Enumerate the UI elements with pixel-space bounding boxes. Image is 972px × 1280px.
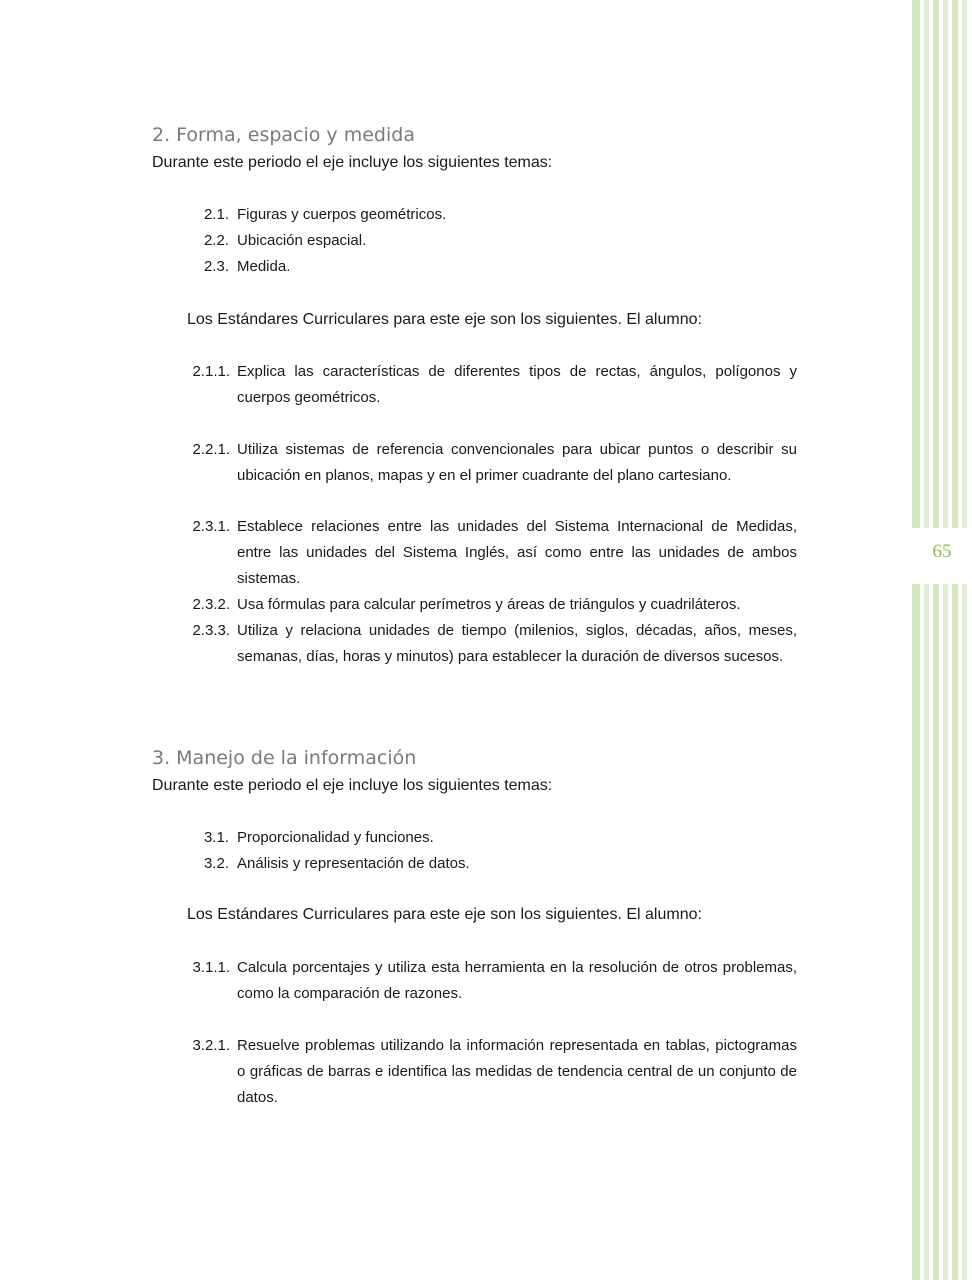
- topic-item: [185, 258, 290, 275]
- standard-number: 3.1.1.: [192, 959, 230, 976]
- standards-intro: Los Estándares Curriculares para este eje son los siguientes. El alumno:: [187, 311, 702, 328]
- margin-stripe: [933, 0, 939, 1280]
- topic-item: [185, 855, 470, 872]
- standard-number: 2.1.1.: [192, 363, 230, 380]
- topic-text: Figuras y cuerpos geométricos.: [237, 206, 447, 223]
- margin-stripe: [943, 0, 948, 1280]
- standard-number: 2.3.1.: [192, 518, 230, 535]
- margin-stripe: [952, 0, 958, 1280]
- standard-item: [182, 514, 797, 592]
- standard-item: [182, 592, 797, 618]
- standard-text: Utiliza sistemas de referencia convencionales para ubicar puntos o describir su ubicación en planos, mapas y en el primer cuadrante del plano cartesiano.: [237, 441, 797, 484]
- standard-number: 2.3.3.: [192, 622, 230, 639]
- standard-item: [182, 955, 797, 1007]
- topic-item: [185, 206, 446, 223]
- topic-number: 3.1.: [203, 829, 229, 846]
- topic-text: Análisis y representación de datos.: [237, 855, 470, 872]
- topic-item: [185, 829, 434, 846]
- standard-text: Utiliza y relaciona unidades de tiempo (milenios, siglos, décadas, años, meses, semanas, días, horas y minutos) para establecer la duración de diversos sucesos.: [237, 622, 797, 665]
- topic-text: Medida.: [237, 258, 291, 275]
- topic-number: 2.1.: [203, 206, 229, 223]
- standard-item: [182, 618, 797, 670]
- topic-number: 2.3.: [203, 258, 229, 275]
- standard-number: 2.3.2.: [192, 596, 230, 613]
- section-intro: Durante este periodo el eje incluye los siguientes temas:: [152, 154, 553, 171]
- standard-number: 2.2.1.: [192, 441, 230, 458]
- section-intro: Durante este periodo el eje incluye los siguientes temas:: [152, 777, 553, 794]
- standard-number: 3.2.1.: [192, 1037, 230, 1054]
- topic-text: Proporcionalidad y funciones.: [237, 829, 434, 846]
- section-title: 3. Manejo de la información: [152, 747, 417, 769]
- standard-item: [182, 437, 797, 489]
- standard-text: Usa fórmulas para calcular perímetros y áreas de triángulos y cuadriláteros.: [237, 596, 741, 613]
- standard-text: Resuelve problemas utilizando la información representada en tablas, pictogramas o gráficas de barras e identifica las medidas de tendencia central de un conjunto de datos.: [237, 1037, 797, 1106]
- topic-text: Ubicación espacial.: [237, 232, 367, 249]
- standard-text: Explica las características de diferentes tipos de rectas, ángulos, polígonos y cuerpos geométricos.: [237, 363, 797, 406]
- standard-item: [182, 1033, 797, 1111]
- standards-intro: Los Estándares Curriculares para este eje son los siguientes. El alumno:: [187, 906, 702, 923]
- standard-text: Calcula porcentajes y utiliza esta herramienta en la resolución de otros problemas, como la comparación de razones.: [237, 959, 797, 1002]
- margin-stripe: [924, 0, 929, 1280]
- standard-text: Establece relaciones entre las unidades del Sistema Internacional de Medidas, entre las unidades del Sistema Inglés, así como entre las unidades de ambos sistemas.: [237, 518, 797, 587]
- topic-number: 3.2.: [203, 855, 229, 872]
- section-title: 2. Forma, espacio y medida: [152, 124, 415, 146]
- topic-number: 2.2.: [203, 232, 229, 249]
- margin-stripe: [912, 0, 920, 1280]
- page-number: 65: [932, 541, 952, 562]
- topic-item: [185, 232, 366, 249]
- standard-item: [182, 359, 797, 411]
- margin-stripe: [962, 0, 967, 1280]
